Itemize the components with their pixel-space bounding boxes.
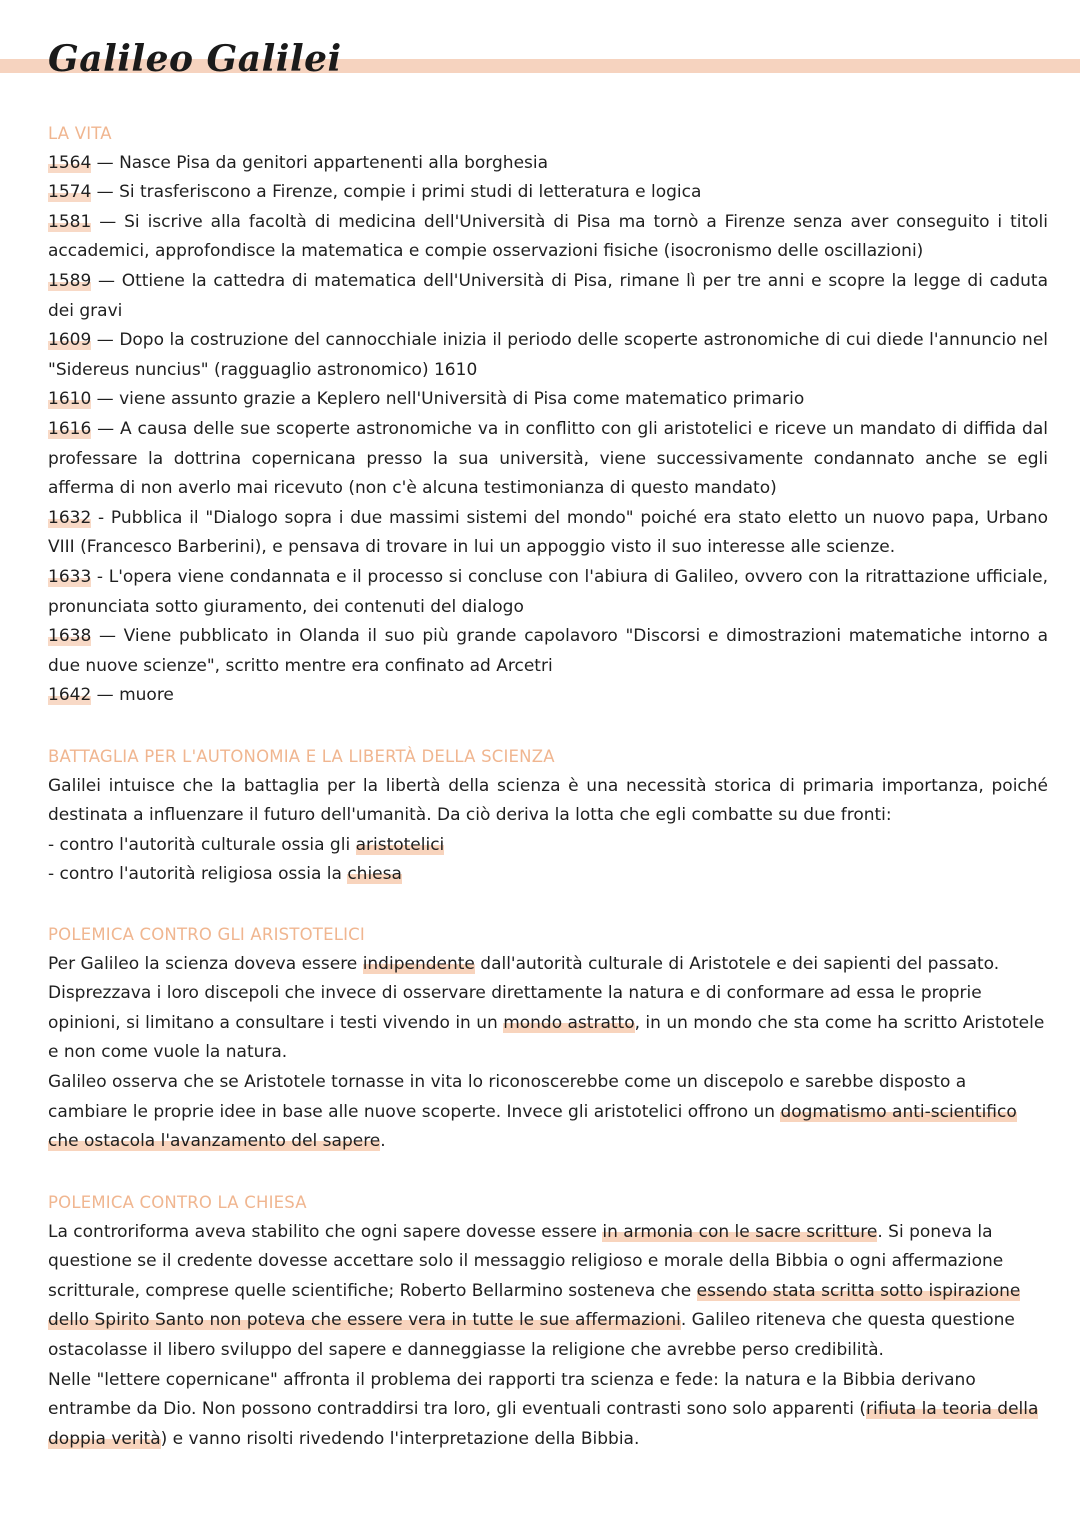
section-aristotelici [48,920,1048,1157]
paragraph [48,950,1048,1068]
list-item-text: - contro l'autorità culturale ossia gli [48,834,356,855]
timeline-text: A causa delle sue scoperte astronomiche va in conflitto con gli aristotelici e riceve un mandato di diffida dal professare la dottrina copernicana presso la sua università, viene successivamente condannato anche se egli afferma di non averlo mai ricevuto (non c'è alcuna testimonianza di questo mandato) [48,418,1048,499]
timeline-list [48,149,1048,711]
paragraph [48,1366,1048,1455]
timeline-entry [48,267,1048,326]
timeline-entry [48,326,1048,385]
timeline-entry [48,415,1048,504]
section-heading: BATTAGLIA PER L'AUTONOMIA E LA LIBERTÀ DELLA SCIENZA [48,747,555,766]
timeline-text: Pubblica il "Dialogo sopra i due massimi sistemi del mondo" poiché era stato eletto un nuovo papa, Urbano VIII (Francesco Barberini), e pensava di trovare in lui un appoggio visto il suo interesse alle scienze. [48,507,1048,558]
highlight: essendo stata scritta sotto ispirazione dello Spirito Santo non poteva che essere vera in tutte le sue affermazioni [48,1280,1021,1331]
timeline-year: 1564 [48,152,92,173]
paragraph: Galilei intuisce che la battaglia per la libertà della scienza è una necessità storica di primaria importanza, poiché destinata a influenzare il futuro dell'umanità. Da ciò deriva la lotta che egli combatte su due fronti: [48,775,1048,826]
timeline-year: 1589 [48,270,92,291]
timeline-text: Ottiene la cattedra di matematica dell'Università di Pisa, rimane lì per tre anni e scopre la legge di caduta dei gravi [48,270,1048,321]
timeline-text: Nasce Pisa da genitori appartenenti alla borghesia [119,152,549,173]
timeline-separator: — [91,152,120,173]
highlight: chiesa [347,864,402,885]
timeline-entry [48,563,1048,622]
timeline-text: muore [119,685,174,706]
timeline-separator: — [91,389,120,410]
highlight: in armonia con le sacre scritture [602,1221,878,1242]
section-heading: LA VITA [48,124,112,143]
text-run: Nelle "lettere copernicane" affronta il problema dei rapporti tra scienza e fede: la natura e la Bibbia derivano entrambe da Dio. Non possono contraddirsi tra loro, gli eventuali contrasti sono solo apparenti ( [48,1369,976,1420]
list-item-text: - contro l'autorità religiosa ossia la [48,864,348,885]
timeline-year: 1633 [48,566,92,587]
section-heading: POLEMICA CONTRO GLI ARISTOTELICI [48,925,365,944]
timeline-text: Si trasferiscono a Firenze, compie i primi studi di letteratura e logica [119,182,702,203]
section-vita [48,119,1048,711]
timeline-year: 1574 [48,182,92,203]
section-chiesa [48,1188,1048,1454]
timeline-entry [48,681,1048,711]
timeline-entry [48,504,1048,563]
timeline-separator: — [91,182,120,203]
timeline-year: 1581 [48,211,92,232]
text-run: ) e vanno risolti rivedendo l'interpretazione della Bibbia. [160,1428,640,1449]
highlight: dogmatismo anti-scientifico che ostacola l'avanzamento del sapere [48,1101,1017,1152]
highlight: aristotelici [355,834,445,855]
timeline-separator: — [91,418,120,439]
timeline-text: L'opera viene condannata e il processo si concluse con l'abiura di Galileo, ovvero con la ritrattazione ufficiale, pronunciata sotto giuramento, dei contenuti del dialogo [48,566,1048,617]
highlight: indipendente [362,953,475,974]
highlight: rifiuta la teoria della doppia verità [48,1399,1039,1449]
timeline-separator: - [91,507,111,528]
timeline-separator: — [91,685,120,706]
timeline-text: Viene pubblicato in Olanda il suo più grande capolavoro "Discorsi e dimostrazioni matematiche intorno a due nuove scienze", scritto mentre era confinato ad Arcetri [48,626,1048,676]
timeline-separator: - [91,566,109,587]
timeline-separator: — [91,626,124,647]
timeline-year: 1642 [48,685,92,706]
text-run: . Si poneva la questione se il credente dovesse accettare solo il messaggio religioso e morale della Bibbia o ogni affermazione scritturale, comprese quelle scientifiche; Roberto Bellarmino sosteneva che [48,1221,1004,1301]
text-run: dall'autorità culturale di Aristotele e dei sapienti del passato. Disprezzava i loro discepoli che invece di osservare direttamente la natura e di conformare ad essa le proprie opinioni, si limitano a consultare i testi vivendo in un [48,953,1000,1033]
text-run: La controriforma aveva stabilito che ogni sapere dovesse essere [48,1221,603,1242]
section-heading: POLEMICA CONTRO LA CHIESA [48,1193,307,1212]
timeline-separator: — [91,270,122,291]
text-run: , in un mondo che sta come ha scritto Aristotele e non come vuole la natura. [48,1012,1045,1063]
timeline-year: 1632 [48,507,92,528]
timeline-entry [48,208,1048,267]
paragraph [48,1218,1048,1366]
text-run: Per Galileo la scienza doveva essere [48,953,363,974]
timeline-separator: — [91,211,125,232]
timeline-entry [48,149,1048,179]
timeline-text: Dopo la costruzione del cannocchiale inizia il periodo delle scoperte astronomiche di cui diede l'annuncio nel "Sidereus nuncius" (ragguaglio astronomico) 1610 [48,330,1049,380]
timeline-year: 1616 [48,418,92,439]
timeline-text: Si iscrive alla facoltà di medicina dell'Università di Pisa ma tornò a Firenze senza aver conseguito i titoli accademici, approfondisce la matematica e compie osservazioni fisiche (isocronismo delle oscillazioni) [48,211,1048,262]
timeline-entry [48,178,1048,208]
page-title: Galileo Galilei [48,38,342,80]
timeline-separator: — [91,330,120,351]
highlight: mondo astratto [503,1012,635,1033]
timeline-entry [48,622,1048,681]
timeline-entry [48,385,1048,415]
text-run: . [380,1131,386,1152]
text-run: Galileo osserva che se Aristotele tornasse in vita lo riconoscerebbe come un discepolo e sarebbe disposto a cambiare le proprie idee in base alle nuove scoperte. Invece gli aristotelici offrono un [48,1071,967,1122]
timeline-year: 1638 [48,626,92,647]
list-item [48,860,1048,890]
timeline-year: 1609 [48,330,92,351]
timeline-text: viene assunto grazie a Keplero nell'Università di Pisa come matematico primario [119,389,805,410]
list-item [48,831,1048,861]
timeline-year: 1610 [48,389,92,410]
section-battaglia [48,742,1048,890]
paragraph [48,1068,1048,1157]
text-run: . Galileo riteneva che questa questione ostacolasse il libero sviluppo del sapere e danneggiasse la religione che avrebbe perso credibilità. [48,1310,1015,1360]
